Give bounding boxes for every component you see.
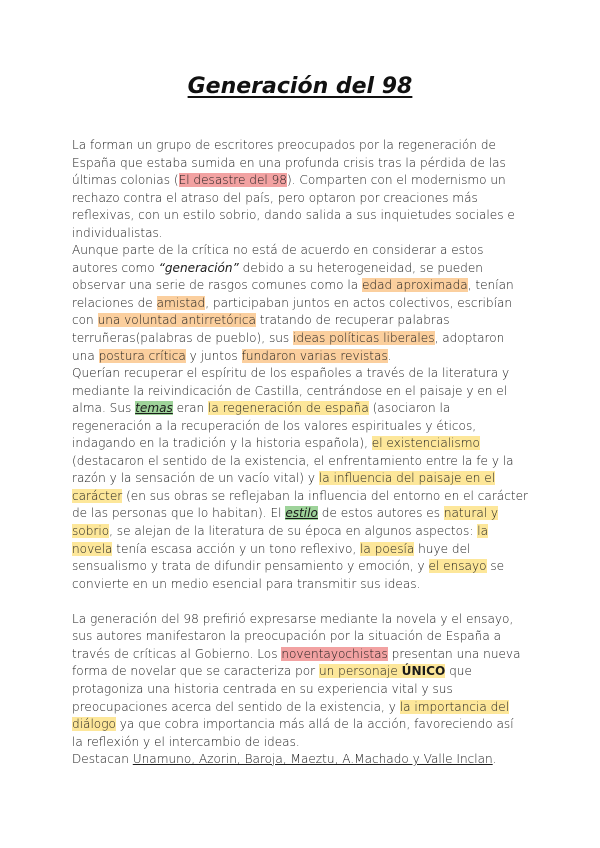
text-run: , se alejan de la literatura de su época en algunos aspectos: [109,524,478,539]
highlight-yellow: la novela [72,524,489,556]
highlight-yellow-bold: ÚNICO [401,664,446,679]
highlight-orange: fundaron varias revistas [241,348,388,363]
text-run: ). Comparten con el modernismo un rechazo contra el atraso del país, pero optaron por creaciones más reflexivas, con un estilo sobrio, dando salida a sus inquietudes sociales e individualistas. [72,173,515,240]
highlight-yellow: la importancia del diálogo [72,699,510,732]
page-title: Generación del 98 [187,74,413,99]
text-run: Querían recuperar el espíritu de los españoles a través de la literatura y mediante la reivindicación de Castilla, centrándose en el paisaje y en el alma. Sus [72,366,510,416]
text-run: tratando de recuperar palabras terruñeras(palabras de pueblo), sus [72,313,450,346]
text-run: , tenían relaciones de [72,278,514,310]
text-run: de estos autores es [317,506,444,521]
highlight-orange: edad aproximada [362,278,468,293]
highlight-red: noventayochistas [281,646,388,661]
paragraph-autores [72,751,528,769]
highlight-red: El desastre del 98 [178,173,287,188]
paragraph-temas [72,365,528,593]
highlight-yellow: un personaje [318,664,402,679]
text-run: debido a su heterogeneidad, se pueden observar una serie de rasgos comunes como la [72,260,483,293]
highlight-yellow: el existencialismo [371,436,480,451]
highlight-yellow: la regeneración de españa [208,401,369,416]
paragraph-novela [72,611,528,751]
text-run: presentan una nueva forma de novelar que se caracteriza por [72,646,521,679]
text-run: . [387,348,392,363]
text-run: y juntos [185,348,242,363]
highlight-yellow: la poesía [360,541,415,556]
text-run: que protagoniza una historia centrada en su experiencia vital y sus preocupaciones acerca del sentido de la existencia, y [72,664,472,714]
text-run: , adoptaron una [72,331,505,363]
text-run: Aunque parte de la crítica no está de acuerdo en considerar a estos autores como [72,243,484,275]
text-run: Destacan [72,752,133,767]
italic-term: “generación” [158,260,239,275]
document-body [72,137,528,769]
text-run: La generación del 98 prefirió expresarse mediante la novela y el ensayo, sus autores manifestaron la preocupación por la situación de España a través de críticas al Gobierno. Los [72,611,514,661]
text-run: (en sus obras se reflejaban la influencia del entorno en el carácter de las personas que lo habitan). El [72,488,529,521]
highlight-yellow: el ensayo [428,559,487,574]
text-run: . [492,752,497,767]
text-run: (destacaron el sentido de la existencia, el enfrentamiento entre la fe y la razón y la sensación de un vacío vital) y [72,453,514,486]
paragraph-intro [72,137,528,242]
text-run: tenía escasa acción y un tono reflexivo, [112,541,361,556]
text-run: La forman un grupo de escritores preocupados por la regeneración de España que estaba sumida en una profunda crisis tras la pérdida de las últimas colonias ( [72,138,506,188]
highlight-orange: ideas políticas liberales [293,331,435,346]
highlight-yellow: natural y sobrio [72,506,499,539]
highlight-yellow: la influencia del paisaje en el carácter [72,471,496,503]
text-run: (asociaron la regeneración a la recuperación de los valores espirituales y éticos, indagando en la tradición y la historia española), [72,401,477,451]
text-run: eran [172,401,209,416]
text-run: huye del sensualismo y trata de difundir pensamiento y emoción, y [72,541,471,574]
text-run: , participaban juntos en actos colectivos, escribían con [72,295,513,328]
author-list: Unamuno, Azorin, Baroja, Maeztu, A.Machado y Valle Inclan [132,752,493,767]
text-run: se convierte en un medio esencial para transmitir sus ideas. [72,559,505,591]
highlight-green: estilo [285,506,318,521]
text-run: ya que cobra importancia más allá de la acción, favoreciendo así la reflexión y el intercambio de ideas. [72,717,514,749]
highlight-orange: postura crítica [98,348,186,363]
highlight-orange: una voluntad antirretórica [97,313,256,328]
paragraph-rasgos [72,242,528,365]
highlight-orange: amistad [156,295,206,310]
highlight-green: temas [135,401,173,416]
